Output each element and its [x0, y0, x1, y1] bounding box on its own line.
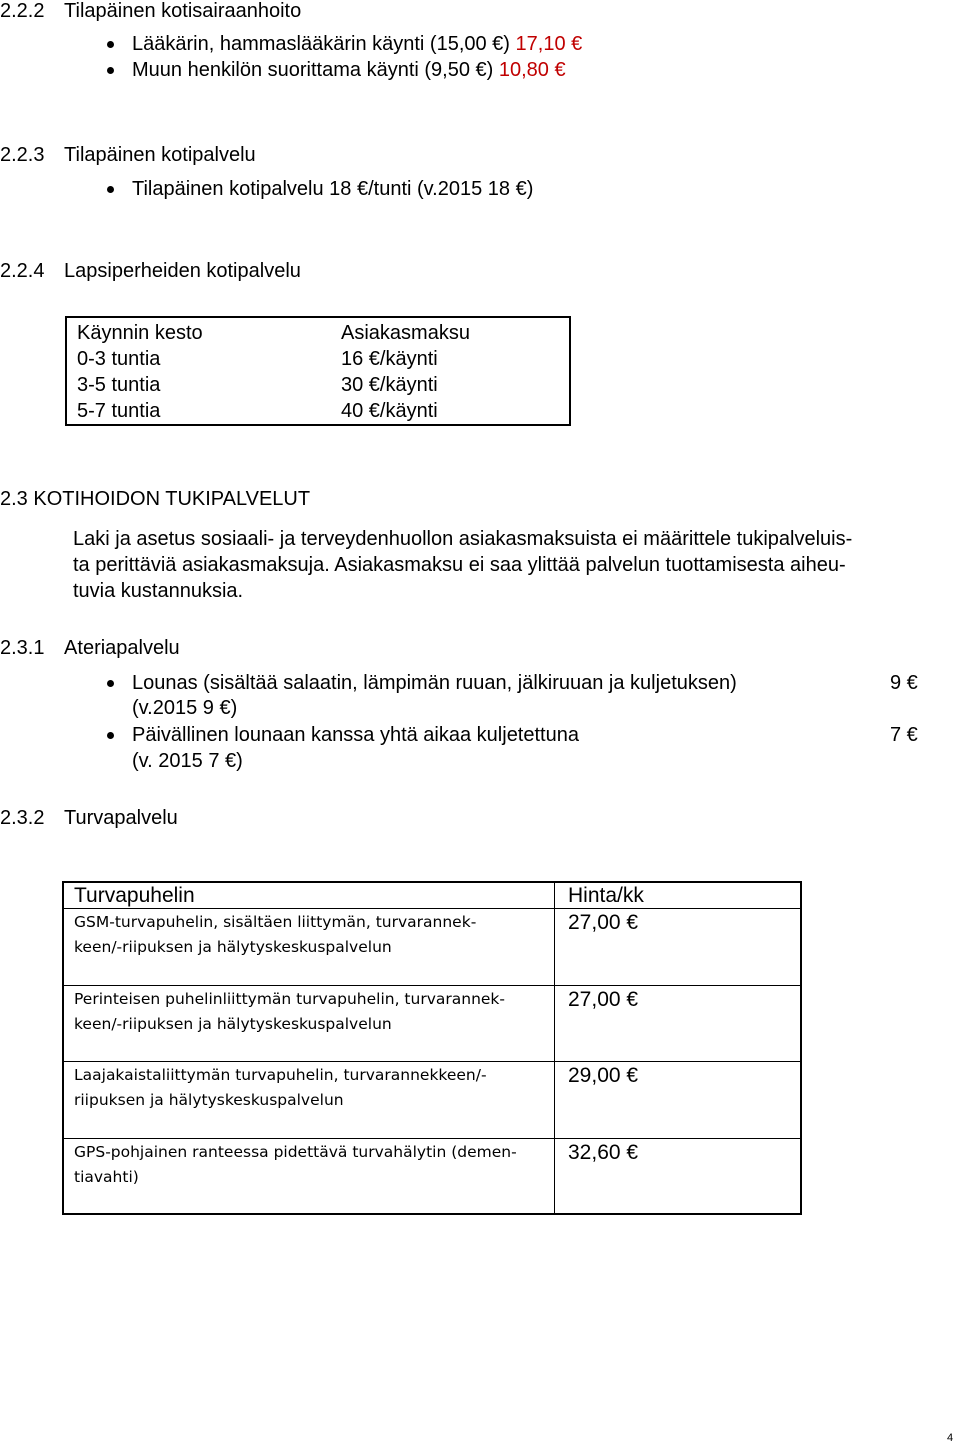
header-divider: [64, 908, 800, 909]
table-cell: 5-7 tuntia: [77, 400, 161, 422]
item-text: Muun henkilön suorittama käynti (9,50 €): [132, 59, 499, 81]
safety-phone-price-table: [62, 881, 802, 1215]
table-header-row: [66, 317, 570, 346]
list-item-text: Lounas (sisältää salaatin, lämpimän ruuan, jälkiruuan ja kuljetuksen): [132, 672, 737, 694]
section-number: 2.3.2: [0, 807, 45, 829]
section-title: Tilapäinen kotipalvelu: [64, 144, 256, 166]
table-cell: [74, 987, 544, 1037]
table-cell: [74, 1140, 544, 1190]
table-cell: 30 €/käynti: [341, 374, 438, 396]
list-item-previous-price: (v.2015 9 €): [132, 697, 238, 719]
table-cell-price: 32,60 €: [568, 1141, 639, 1164]
section-heading-2-3-2: [0, 807, 178, 830]
section-heading-2-3-1: [0, 637, 180, 660]
row-divider: [64, 985, 800, 986]
table-header-cell: Hinta/kk: [568, 884, 644, 907]
section-number: 2.2.3: [0, 144, 45, 166]
cell-line: GPS-pohjainen ranteessa pidettävä turvahälytin (demen-: [74, 1143, 517, 1161]
list-item: [132, 59, 566, 82]
paragraph-line: Laki ja asetus sosiaali- ja terveydenhuollon asiakasmaksuista ei määrittele tukipalveluis-: [73, 528, 853, 550]
table-cell: [74, 910, 544, 960]
paragraph-line: tuvia kustannuksia.: [73, 580, 244, 602]
cell-line: GSM-turvapuhelin, sisältäen liittymän, turvarannek-: [74, 913, 477, 931]
bullet-icon: [107, 67, 114, 74]
table-row: [66, 398, 570, 425]
bullet-icon: [107, 680, 114, 687]
section-number: 2.2.4: [0, 260, 45, 282]
row-divider: [64, 1061, 800, 1062]
table-cell-price: 27,00 €: [568, 911, 639, 934]
section-number: 2.2.2: [0, 0, 45, 22]
bullet-icon: [107, 41, 114, 48]
table-header-cell: Turvapuhelin: [74, 884, 195, 907]
column-divider: [554, 883, 555, 1213]
item-text: Lääkärin, hammaslääkärin käynti (15,00 €): [132, 33, 516, 55]
table-cell-price: 29,00 €: [568, 1064, 639, 1087]
cell-line: riipuksen ja hälytyskeskuspalvelun: [74, 1091, 344, 1109]
row-divider: [64, 1138, 800, 1139]
table-cell: 0-3 tuntia: [77, 348, 161, 370]
bullet-icon: [107, 732, 114, 739]
table-row: [66, 372, 570, 398]
home-service-fee-table: [65, 316, 571, 426]
list-item-previous-price: (v. 2015 7 €): [132, 750, 243, 772]
list-item-price: 7 €: [890, 724, 918, 746]
cell-line: tiavahti): [74, 1168, 139, 1186]
page-number: 4: [947, 1432, 954, 1444]
table-header-cell: Käynnin kesto: [77, 322, 203, 344]
section-number: 2.3.1: [0, 637, 45, 659]
list-item-text: Päivällinen lounaan kanssa yhtä aikaa kuljetettuna: [132, 724, 579, 746]
table-header-cell: Asiakasmaksu: [341, 322, 470, 344]
new-price: 10,80 €: [498, 59, 566, 81]
table-cell: 40 €/käynti: [341, 400, 438, 422]
section-heading-2-2-3: [0, 144, 256, 167]
section-heading-2-2-2: [0, 0, 301, 23]
section-title: Lapsiperheiden kotipalvelu: [64, 260, 301, 282]
cell-line: keen/-riipuksen ja hälytyskeskuspalvelun: [74, 938, 392, 956]
list-item: [132, 33, 582, 56]
new-price: 17,10 €: [515, 33, 583, 55]
cell-line: Laajakaistaliittymän turvapuhelin, turvarannekkeen/-: [74, 1066, 487, 1084]
table-cell: 3-5 tuntia: [77, 374, 161, 396]
section-title: Turvapalvelu: [64, 807, 178, 829]
list-item-price: 9 €: [890, 672, 918, 694]
table-cell: [74, 1063, 544, 1113]
section-title: Tilapäinen kotisairaanhoito: [64, 0, 302, 22]
section-heading-2-2-4: [0, 260, 301, 283]
bullet-icon: [107, 186, 114, 193]
table-cell-price: 27,00 €: [568, 988, 639, 1011]
cell-line: keen/-riipuksen ja hälytyskeskuspalvelun: [74, 1015, 392, 1033]
table-cell: 16 €/käynti: [341, 348, 438, 370]
table-row: [66, 346, 570, 372]
section-title: Ateriapalvelu: [64, 637, 180, 659]
cell-line: Perinteisen puhelinliittymän turvapuhelin, turvarannek-: [74, 990, 505, 1008]
list-item: Tilapäinen kotipalvelu 18 €/tunti (v.2015 18 €): [132, 178, 534, 200]
paragraph-line: ta perittäviä asiakasmaksuja. Asiakasmaksu ei saa ylittää palvelun tuottamisesta aiheu-: [73, 554, 846, 576]
section-heading-2-3: 2.3 KOTIHOIDON TUKIPALVELUT: [0, 488, 311, 510]
